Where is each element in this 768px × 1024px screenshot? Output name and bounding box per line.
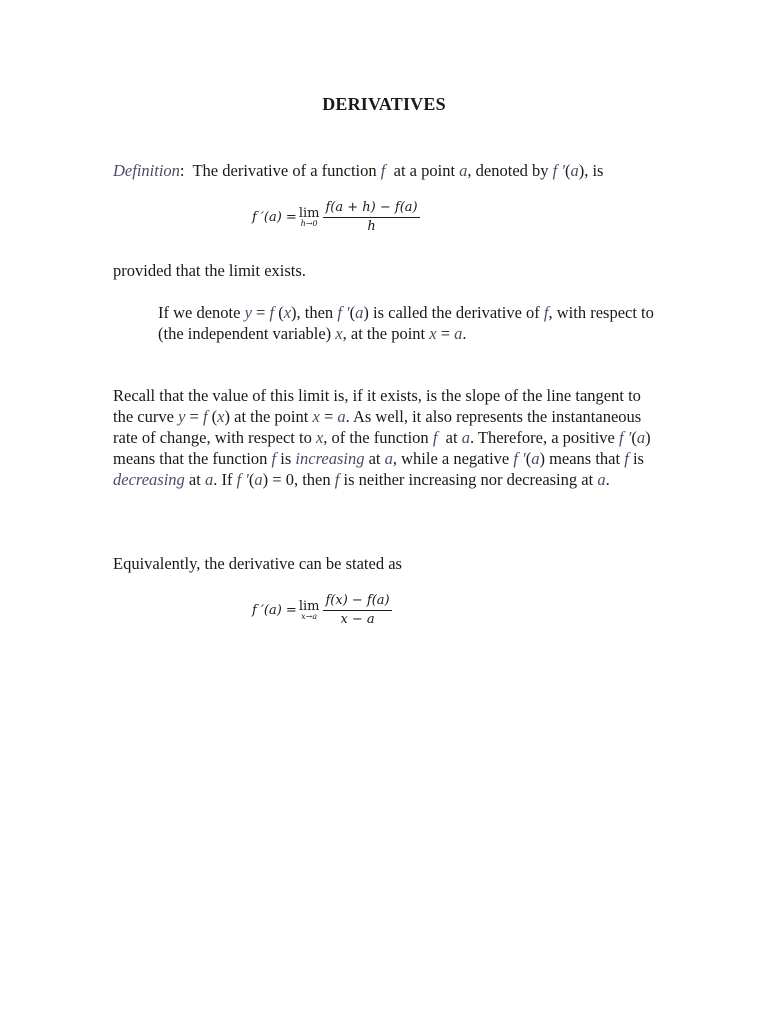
denominator: h <box>367 219 376 234</box>
numerator: f(a + h) − f(a) <box>323 200 419 218</box>
limit-operator: lim h→0 <box>298 206 320 228</box>
formula-lhs: f ′(a) = <box>252 209 297 225</box>
difference-quotient <box>323 593 391 627</box>
formula-lhs: f ′(a) = <box>252 602 297 618</box>
limit-operator: lim x→a <box>298 599 320 621</box>
definition-paragraph: Definition: The derivative of a function f at a point a, denoted by f ′(a), is <box>113 161 604 180</box>
numerator: f(x) − f(a) <box>323 593 391 611</box>
difference-quotient <box>323 200 419 234</box>
derivative-formula-x <box>252 593 392 627</box>
recall-paragraph: Recall that the value of this limit is, if it exists, is the slope of the line tangent to the curve y = f (x) at the point x = a. As well, it also represents the instantaneous rate of change, with respect to x, of the function f at a. Therefore, a positive f ′(a) means that the function f is increasing at a, while a negative f ′(a) means that f is decreasing at a. If f ′(a) = 0, then f is neither increasing nor decreasing at a. <box>113 386 651 489</box>
provided-text: provided that the limit exists. <box>113 261 306 280</box>
definition-label: Definition <box>113 161 180 180</box>
derivative-formula-h <box>252 200 420 234</box>
equivalently-text: Equivalently, the derivative can be stated as <box>113 554 402 573</box>
notation-paragraph: If we denote y = f (x), then f ′(a) is called the derivative of f, with respect to (the independent variable) x, at the point x = a. <box>158 303 654 343</box>
page-title: DERIVATIVES <box>322 94 446 114</box>
denominator: x − a <box>340 612 375 627</box>
